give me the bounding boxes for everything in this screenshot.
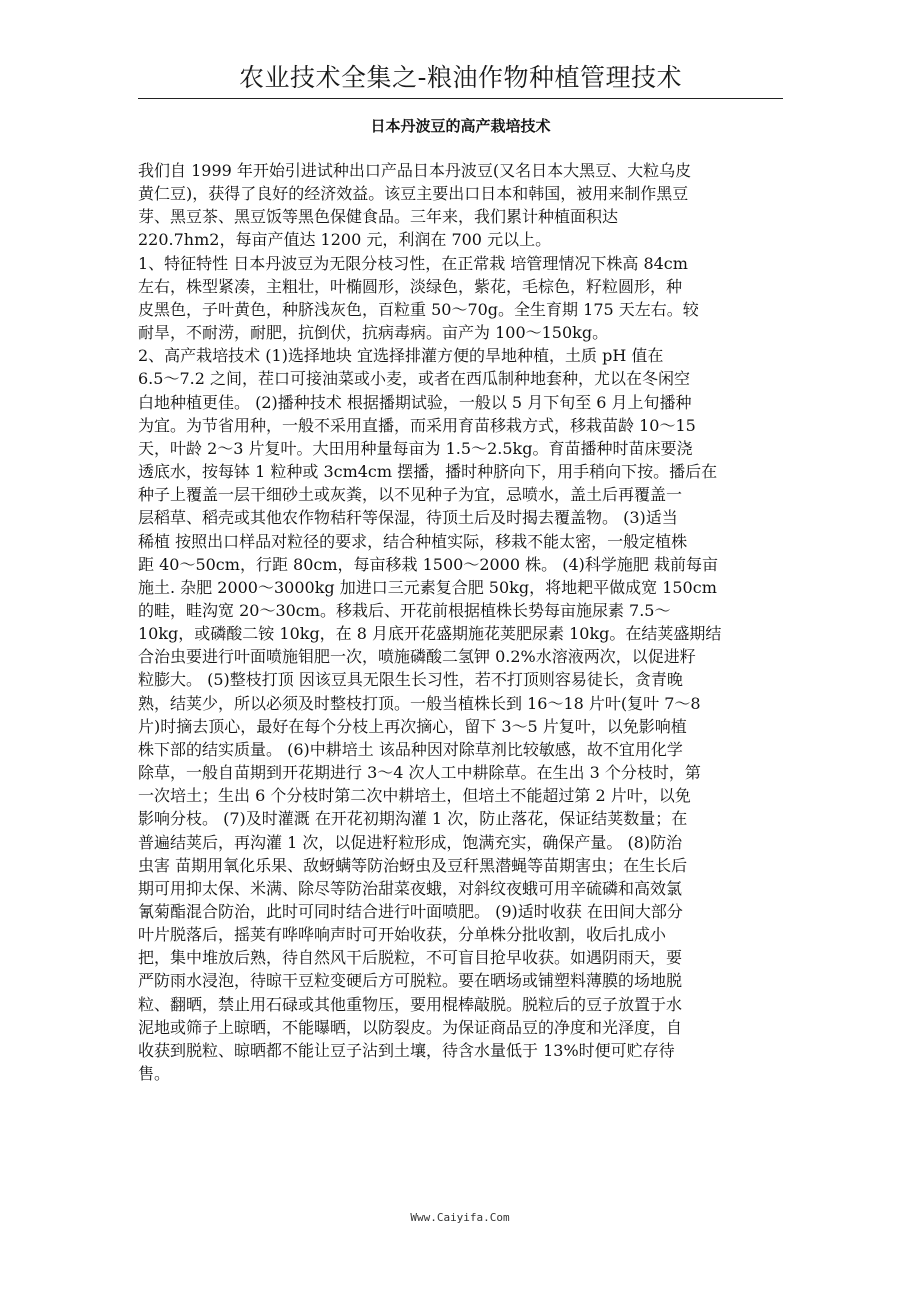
body-line: 影响分枝。 (7)及时灌溉 在开花初期沟灌 1 次，防止落花，保证结荚数量；在	[138, 809, 688, 829]
footer-url: Www.Caiyifa.Com	[410, 1211, 510, 1224]
body-line: 1、特征特性 日本丹波豆为无限分枝习性，在正常栽 培管理情况下株高 84cm	[138, 253, 688, 273]
article-title: 日本丹波豆的高产栽培技术	[370, 117, 551, 135]
body-line: 220.7hm2，每亩产值达 1200 元，利润在 700 元以上。	[138, 230, 552, 250]
body-line: 我们自 1999 年开始引进试种出口产品日本丹波豆(又名日本大黑豆、大粒乌皮	[138, 161, 692, 180]
body-line: 稀植 按照出口样品对粒径的要求，结合种植实际，移栽不能太密，一般定植株	[138, 531, 688, 551]
body-line: 施土. 杂肥 2000～3000kg 加进口三元素复合肥 50kg，将地耙平做成宽 150cm	[138, 577, 717, 597]
body-line: 粒膨大。 (5)整枝打顶 因该豆具无限生长习性，若不打顶则容易徒长，贪青晚	[138, 670, 683, 690]
article-body	[138, 159, 783, 1085]
body-line: 片)时摘去顶心，最好在每个分枝上再次摘心，留下 3～5 片复叶，以免影响植	[138, 716, 687, 736]
body-line: 叶片脱落后，摇荚有哗哗响声时可开始收获，分单株分批收割，收后扎成小	[138, 925, 667, 945]
body-line: 透底水，按每钵 1 粒种或 3cm4cm 摆播，播时种脐向下，用手稍向下按。播后在	[138, 462, 718, 482]
body-line: 距 40～50cm，行距 80cm，每亩移栽 1500～2000 株。 (4)科学施肥 栽前每亩	[138, 554, 718, 574]
body-line: 期可用抑太保、米满、除尽等防治甜菜夜蛾，对斜纹夜蛾可用辛硫磷和高效氯	[138, 878, 683, 898]
body-line: 天，叶龄 2～3 片复叶。大田用种量每亩为 1.5～2.5kg。育苗播种时苗床要浇	[138, 438, 693, 458]
body-line: 合治虫要进行叶面喷施钼肥一次，喷施磷酸二氢钾 0.2%水溶液两次，以促进籽	[138, 647, 696, 667]
body-line: 2、高产栽培技术 (1)选择地块 宜选择排灌方便的旱地种植，土质 pH 值在	[138, 346, 664, 366]
body-line: 左右，株型紧凑，主粗壮，叶椭圆形，淡绿色，紫花，毛棕色，籽粒圆形，种	[138, 276, 683, 296]
body-line: 芽、黑豆茶、黑豆饭等黑色保健食品。三年来，我们累计种植面积达	[138, 207, 619, 227]
body-line: 泥地或筛子上晾晒，不能曝晒，以防裂皮。为保证商品豆的净度和光泽度，自	[138, 1017, 683, 1037]
body-line: 白地种植更佳。 (2)播种技术 根据播期试验，一般以 5 月下旬至 6 月上旬播种	[138, 392, 692, 412]
body-line: 的畦，畦沟宽 20～30cm。移栽后、开花前根据植株长势每亩施尿素 7.5～	[138, 600, 671, 620]
body-line: 为宜。为节省用种，一般不采用直播，而采用育苗移栽方式，移栽苗龄 10～15	[138, 415, 696, 435]
body-line: 株下部的结实质量。 (6)中耕培土 该品种因对除草剂比较敏感，故不宜用化学	[138, 739, 683, 759]
body-line: 10kg，或磷酸二铵 10kg，在 8 月底开花盛期施花荚肥尿素 10kg。在结荚盛期结	[138, 624, 722, 644]
body-line: 收获到脱粒、晾晒都不能让豆子沾到土壤，待含水量低于 13%时便可贮存待	[138, 1040, 675, 1060]
body-line: 售。	[138, 1064, 171, 1084]
body-line: 黄仁豆)，获得了良好的经济效益。该豆主要出口日本和韩国，被用来制作黑豆	[138, 184, 689, 204]
body-line: 普遍结荚后，再沟灌 1 次，以促进籽粒形成，饱满充实，确保产量。 (8)防治	[138, 832, 683, 852]
header-divider	[138, 98, 783, 99]
body-line: 虫害 苗期用氧化乐果、敌蚜螨等防治蚜虫及豆秆黑潜蝇等苗期害虫；在生长后	[138, 855, 688, 875]
body-line: 耐旱，不耐涝，耐肥，抗倒伏，抗病毒病。亩产为 100～150kg。	[138, 323, 609, 343]
body-line: 皮黑色，子叶黄色，种脐浅灰色，百粒重 50～70g。全生育期 175 天左右。较	[138, 299, 699, 319]
body-line: 粒、翻晒，禁止用石碌或其他重物压，要用棍棒敲脱。脱粒后的豆子放置于水	[138, 994, 683, 1014]
body-line: 氰菊酯混合防治，此时可同时结合进行叶面喷肥。 (9)适时收获 在田间大部分	[138, 902, 683, 921]
body-line: 一次培土；生出 6 个分枝时第二次中耕培土，但培土不能超过第 2 片叶，以免	[138, 786, 691, 806]
body-line: 种子上覆盖一层干细砂土或灰粪，以不见种子为宜，忌喷水，盖土后再覆盖一	[138, 485, 683, 505]
body-line: 6.5～7.2 之间，茬口可接油菜或小麦，或者在西瓜制种地套种，尤以在冬闲空	[138, 369, 690, 389]
page-header-title: 农业技术全集之-粮油作物种植管理技术	[238, 63, 683, 92]
body-line: 严防雨水浸泡，待晾干豆粒变硬后方可脱粒。要在晒场或铺塑料薄膜的场地脱	[138, 971, 683, 991]
body-line: 层稻草、稻壳或其他农作物秸秆等保湿，待顶土后及时揭去覆盖物。 (3)适当	[138, 508, 678, 528]
body-line: 把，集中堆放后熟，待自然风干后脱粒，不可盲目抢早收获。如遇阴雨天，要	[138, 948, 683, 968]
body-line: 除草，一般自苗期到开花期进行 3～4 次人工中耕除草。在生出 3 个分枝时，第	[138, 763, 701, 783]
body-line: 熟，结荚少，所以必须及时整枝打顶。一般当植株长到 16～18 片叶(复叶 7～8	[138, 693, 701, 713]
